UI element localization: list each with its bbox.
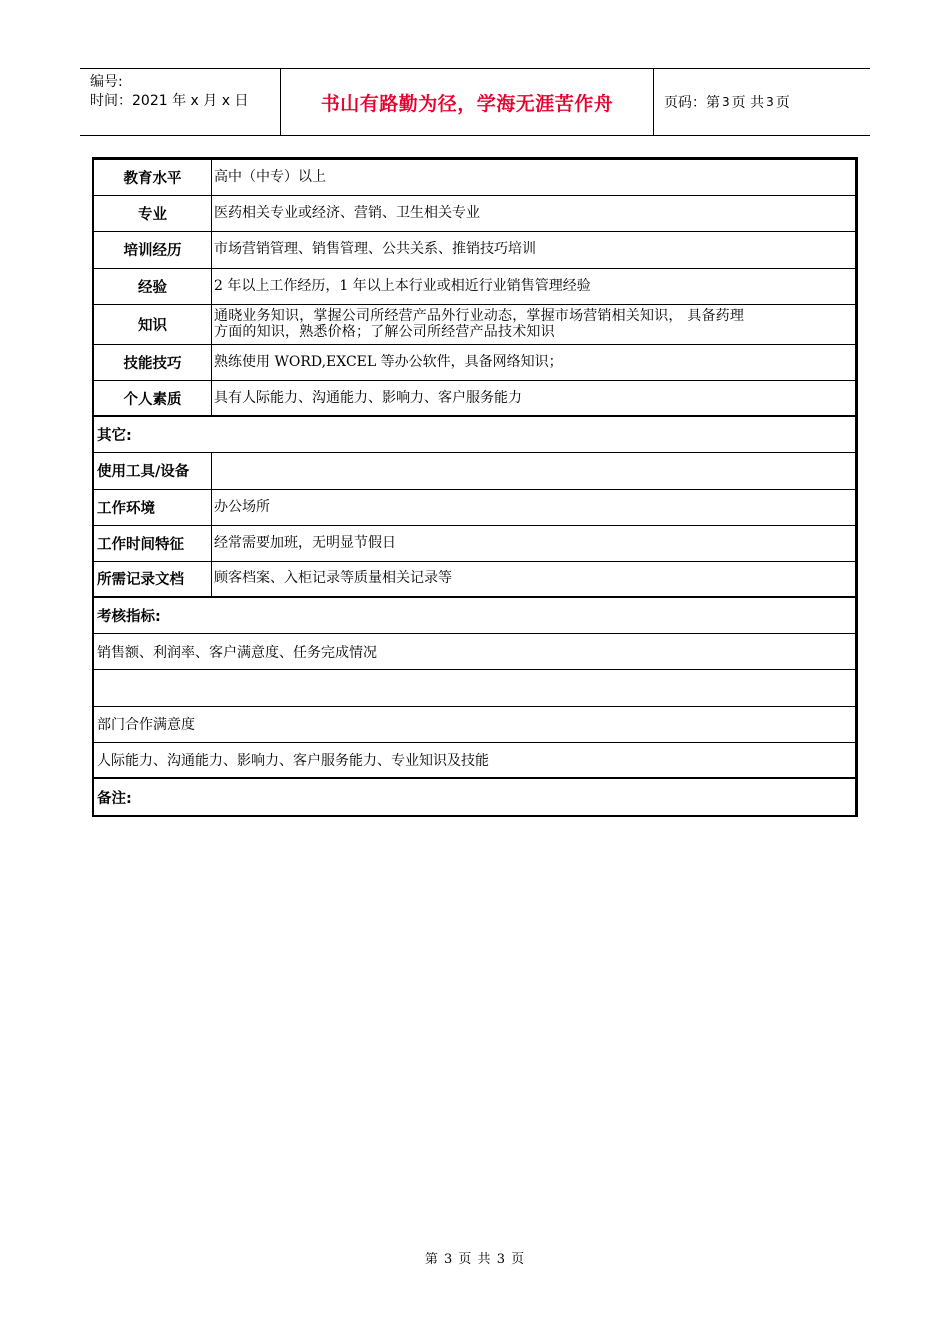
- page-header: [80, 68, 870, 136]
- row-label: 教育水平: [94, 160, 212, 195]
- table-row-training: [94, 232, 855, 268]
- table-row-personal-quality: [94, 381, 855, 417]
- table-row-records: [94, 562, 855, 598]
- assessment-text: [94, 670, 855, 705]
- section-heading-other: [94, 417, 855, 453]
- row-value: 2 年以上工作经历，1 年以上本行业或相近行业销售管理经验: [214, 277, 591, 294]
- row-value: [212, 453, 855, 488]
- row-value: 经常需要加班，无明显节假日: [214, 534, 396, 551]
- section-heading-assessment: [94, 598, 855, 634]
- row-label: 工作环境: [94, 490, 212, 525]
- table-row-tools: [94, 453, 855, 489]
- page-total: 3: [766, 95, 774, 109]
- row-label: 工作时间特征: [94, 526, 212, 561]
- section-heading: 其它:: [97, 428, 132, 445]
- assessment-text: 销售额、利润率、客户满意度、任务完成情况: [97, 644, 377, 661]
- row-value: 具有人际能力、沟通能力、影响力、客户服务能力: [214, 389, 522, 406]
- row-value: 医药相关专业或经济、营销、卫生相关专业: [214, 205, 480, 222]
- document-date: 时间：2021 年 x 月 x 日: [90, 93, 249, 109]
- row-value: 市场营销管理、销售管理、公共关系、推销技巧培训: [214, 241, 536, 258]
- header-page-number: [654, 69, 870, 135]
- table-row-major: [94, 196, 855, 232]
- assessment-line: [94, 670, 855, 706]
- header-motto-cell: [281, 69, 654, 135]
- row-label: 使用工具/设备: [94, 453, 212, 488]
- section-heading-remarks: [94, 779, 855, 815]
- section-heading: 备注:: [97, 790, 132, 807]
- table-row-environment: [94, 490, 855, 526]
- row-label: 个人素质: [94, 381, 212, 415]
- document-number-label: 编号:: [90, 74, 123, 90]
- assessment-line: [94, 707, 855, 743]
- assessment-text: 部门合作满意度: [97, 717, 195, 734]
- row-value: 熟练使用 WORD,EXCEL 等办公软件，具备网络知识；: [214, 353, 563, 370]
- header-motto: 书山有路勤为径，学海无涯苦作舟: [320, 92, 614, 115]
- table-row-experience: [94, 269, 855, 305]
- row-value: 办公场所: [214, 498, 270, 515]
- row-value-line: 通晓业务知识，掌握公司所经营产品外行业动态，掌握市场营销相关知识， 具备药理: [214, 307, 745, 324]
- page-footer: 第 3 页 共 3 页: [424, 1252, 526, 1267]
- row-label: 所需记录文档: [94, 562, 212, 596]
- row-label: 专业: [94, 196, 212, 231]
- page-end: 页: [775, 95, 790, 111]
- table-row-work-time: [94, 526, 855, 562]
- page-label: 页码：第: [664, 95, 720, 111]
- job-requirements-table: [92, 157, 858, 817]
- row-label: 培训经历: [94, 232, 212, 267]
- row-label: 知识: [94, 305, 212, 344]
- row-value-line: 方面的知识，熟悉价格；了解公司所经营产品技术知识: [214, 323, 555, 340]
- table-row-knowledge: [94, 305, 855, 345]
- row-label: 经验: [94, 269, 212, 304]
- row-value: [212, 305, 855, 344]
- row-label: 技能技巧: [94, 345, 212, 380]
- page-mid: 页 共: [731, 95, 765, 111]
- assessment-line: [94, 743, 855, 779]
- table-row-education: [94, 160, 855, 196]
- row-value: 高中（中专）以上: [214, 169, 326, 186]
- page-current: 3: [722, 95, 730, 109]
- assessment-text: 人际能力、沟通能力、影响力、客户服务能力、专业知识及技能: [97, 752, 489, 769]
- section-heading: 考核指标:: [97, 609, 161, 626]
- table-row-skills: [94, 345, 855, 381]
- header-meta: [80, 69, 281, 135]
- assessment-line: [94, 634, 855, 670]
- row-value: 顾客档案、入柜记录等质量相关记录等: [214, 570, 452, 587]
